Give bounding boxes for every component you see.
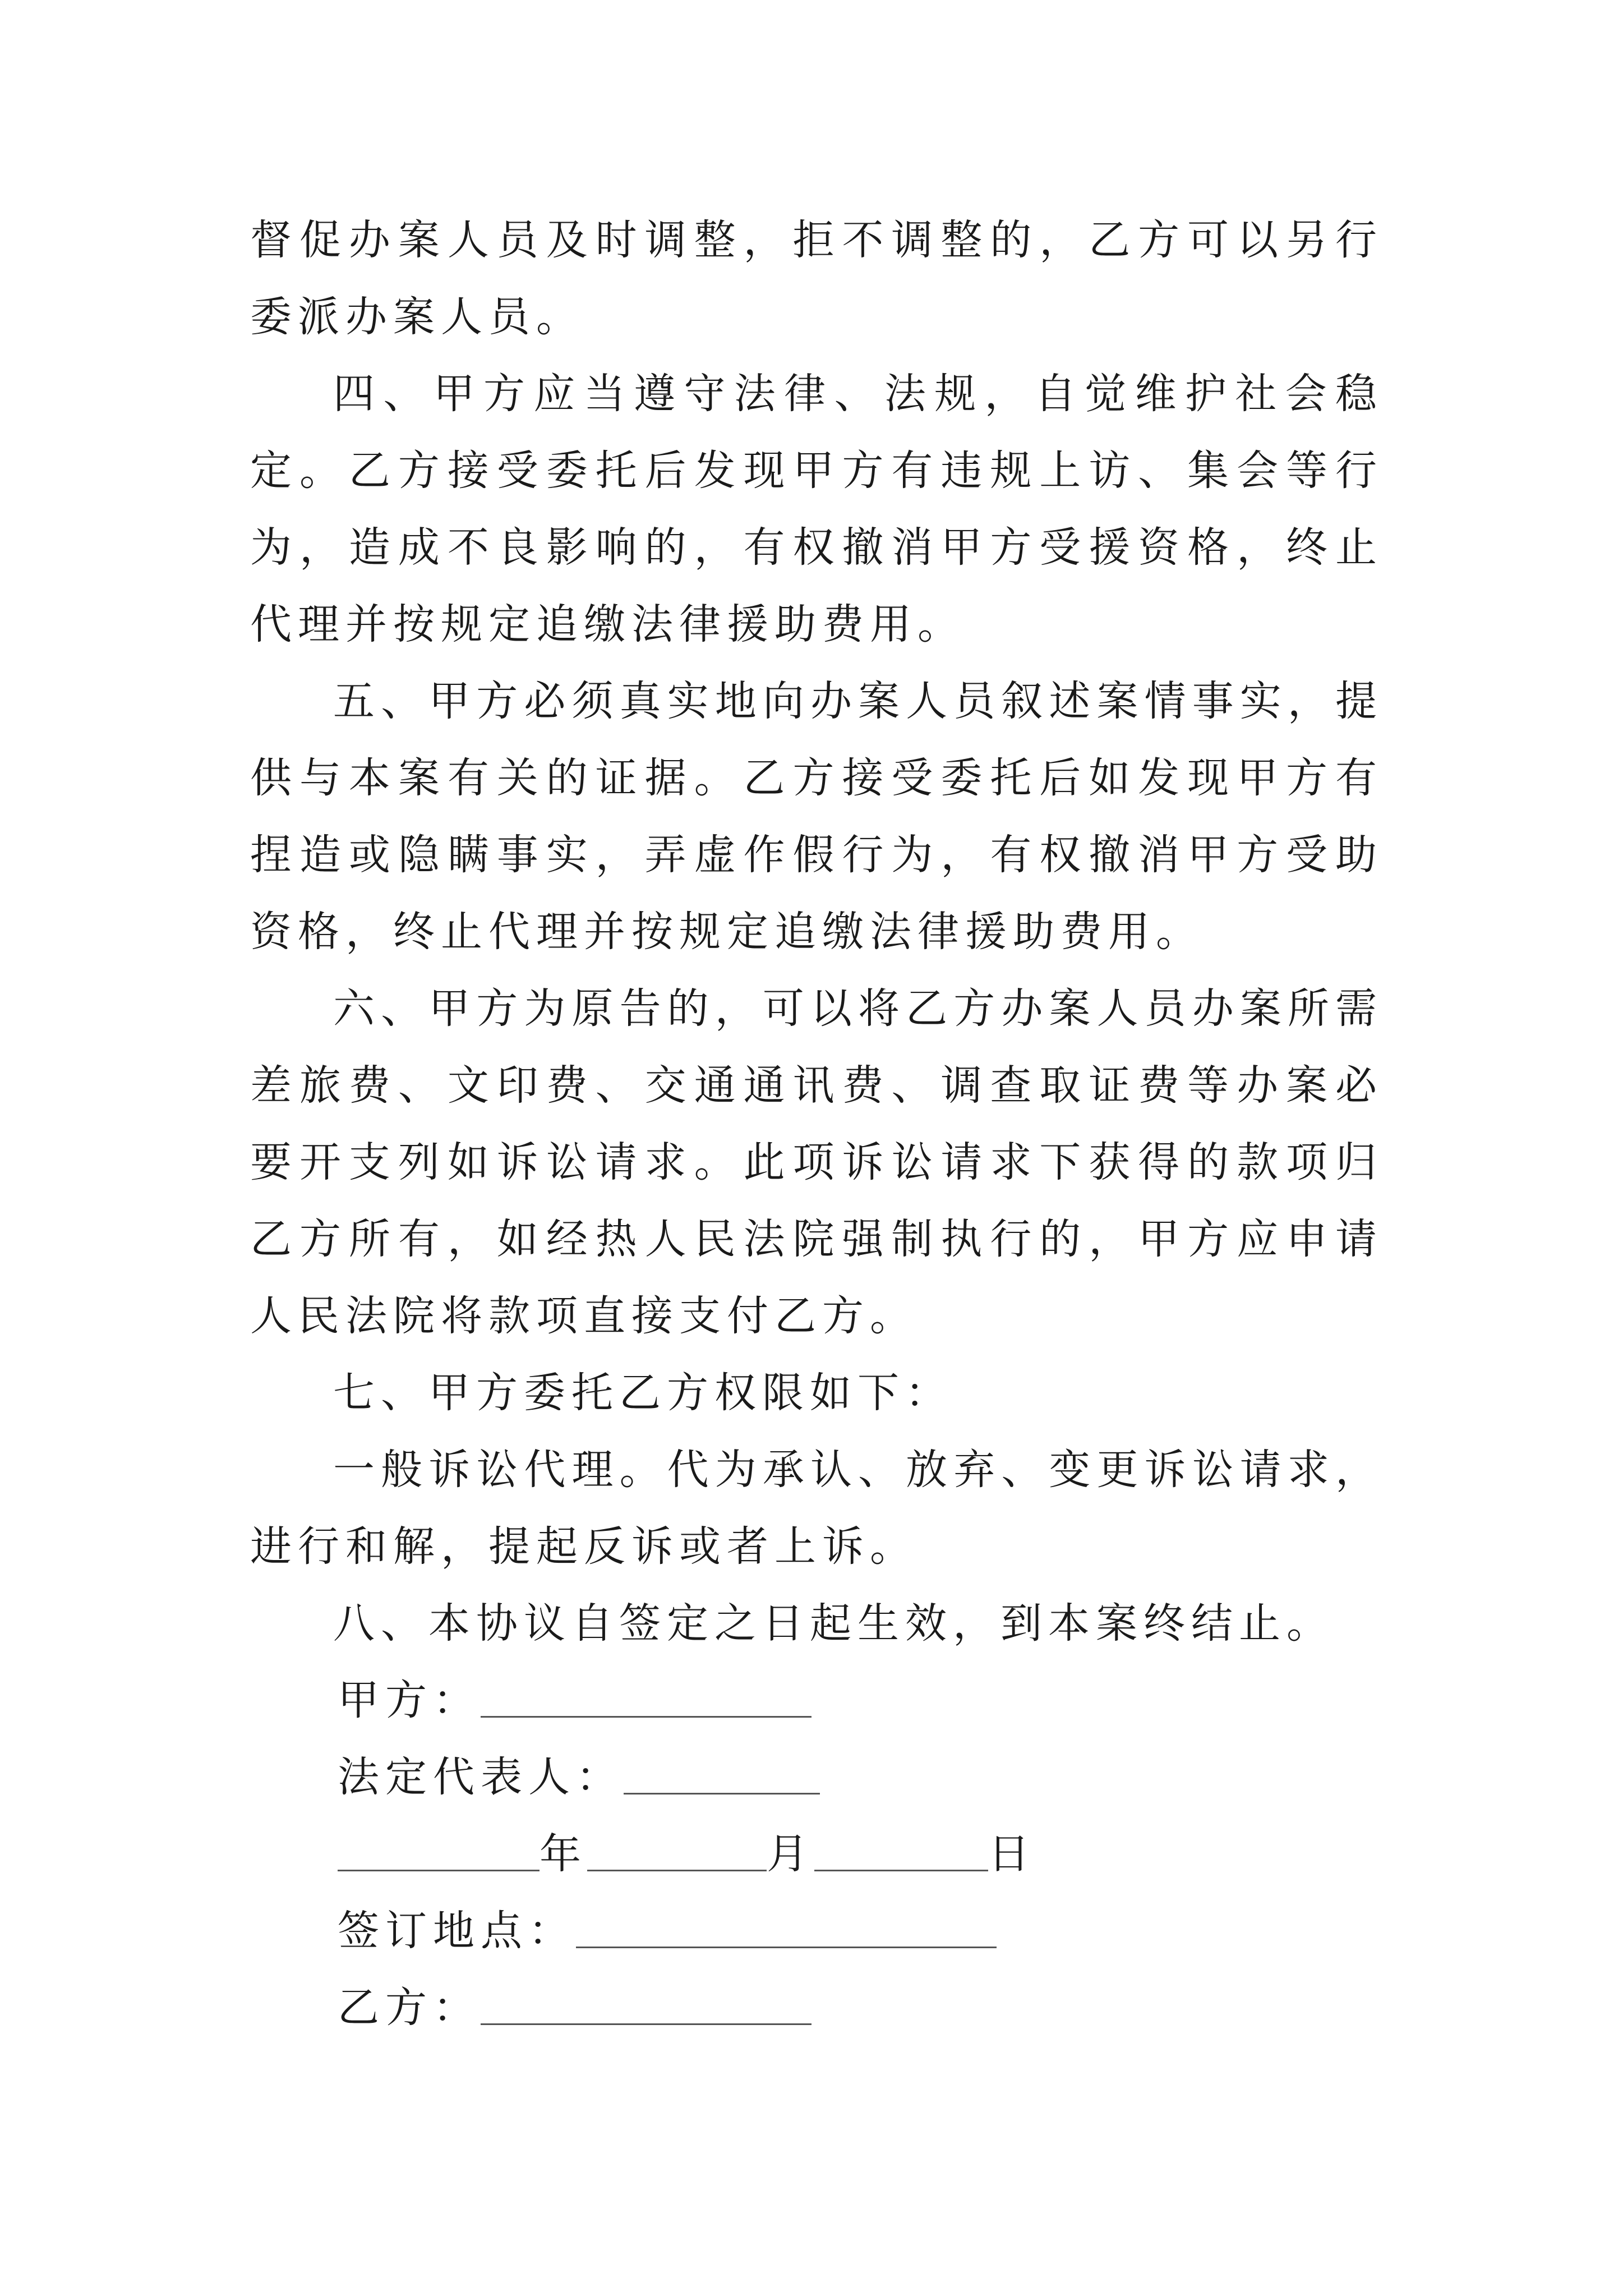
clause-4: 四、甲方应当遵守法律、法规，自觉维护社会稳定。乙方接受委托后发现甲方有违规上访、集会等行为，造成不良影响的，有权撤消甲方受援资格，终止代理并按规定追缴法律援助费用。: [250, 370, 1383, 648]
place-line: [250, 1893, 1383, 1970]
clause-7-scope: 一般诉讼代理。代为承认、放弃、变更诉讼请求，进行和解，提起反诉或者上诉。: [250, 1446, 1383, 1571]
day-label: 日: [988, 1830, 1036, 1878]
party-a-label: 甲方：: [338, 1676, 481, 1724]
party-a-blank[interactable]: [481, 1677, 811, 1718]
party-b-blank[interactable]: [481, 1984, 811, 2025]
paragraph-continuation: 督促办案人员及时调整，拒不调整的，乙方可以另行委派办案人员。: [250, 216, 1383, 341]
month-blank[interactable]: [587, 1830, 767, 1871]
party-a-line: [250, 1662, 1383, 1739]
day-blank[interactable]: [814, 1830, 988, 1871]
year-blank[interactable]: [338, 1830, 540, 1871]
clause-5: 五、甲方必须真实地向办案人员叙述案情事实，提供与本案有关的证据。乙方接受委托后如发现甲方有捏造或隐瞒事实，弄虚作假行为，有权撤消甲方受助资格，终止代理并按规定追缴法律援助费用。: [250, 677, 1383, 956]
clause-7: 七、甲方委托乙方权限如下：: [333, 1369, 953, 1417]
place-blank[interactable]: [576, 1907, 997, 1948]
clause-6: 六、甲方为原告的，可以将乙方办案人员办案所需差旅费、文印费、交通通讯费、调查取证费等办案必要开支列如诉讼请求。此项诉讼请求下获得的款项归乙方所有，如经热人民法院强制执行的，甲方应申请人民法院将款项直接支付乙方。: [250, 984, 1383, 1340]
year-label: 年: [540, 1830, 587, 1878]
legal-rep-label: 法定代表人：: [338, 1753, 624, 1801]
date-line: [250, 1816, 1383, 1893]
legal-rep-line: [250, 1739, 1383, 1816]
legal-rep-blank[interactable]: [624, 1754, 820, 1795]
place-label: 签订地点：: [338, 1907, 576, 1955]
party-b-line: [250, 1970, 1383, 2046]
clause-8: 八、本协议自签定之日起生效，到本案终结止。: [333, 1599, 1334, 1648]
document-body: [250, 202, 1383, 2046]
month-label: 月: [767, 1830, 814, 1878]
party-b-label: 乙方：: [338, 1984, 481, 2032]
